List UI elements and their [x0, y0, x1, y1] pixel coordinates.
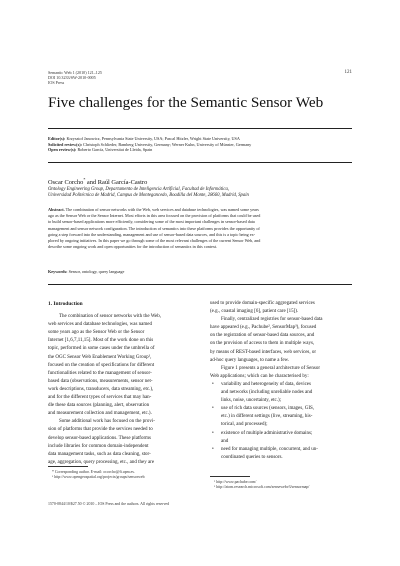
body-line: topic, performed in some cases under the umbrella of — [48, 346, 155, 352]
author-name: and Raúl García-Castro — [85, 179, 148, 187]
right-column — [210, 300, 352, 462]
footnote: ³ http://atom.research.microsoft.com/sensewebv3/sensormap/ — [214, 485, 310, 489]
editorial-text: Christoph Schlieder, Bamberg University, Germany; Werner Kuhn, University of Münster, Germany — [82, 141, 252, 147]
body-line: dle these data sources (planning, alert, observation — [48, 403, 150, 409]
abstract-line: to build sensor-based applications more efficiently, considering some of the most important challenges in sensor-based data — [48, 219, 255, 225]
footnote-rule — [48, 466, 88, 467]
editorial-row — [48, 147, 352, 153]
body-line: the OGC Sensor Web Enablement Working Group¹, — [48, 354, 152, 360]
bullet-line: etc.) in different settings (live, streaming, his- — [221, 414, 313, 420]
journal-info — [48, 70, 102, 86]
bullet-icon: • — [212, 406, 214, 412]
journal-line: Semantic Web 1 (2010) 121–125 — [48, 70, 102, 75]
bullet-line: use of rich data sources (sensors, images, GIS, — [221, 406, 315, 412]
affiliation-line: Universidad Politécnica de Madrid, Campus de Montegancedo, Boadilla del Monte, 28660, Madrid, Spain — [48, 193, 249, 198]
page-number: 121 — [344, 70, 352, 75]
body-line: (e.g., coastal imaging [6], patient care [15]). — [210, 309, 299, 315]
bullet-icon: • — [212, 430, 214, 436]
footnote: * Corresponding author. E-mail: ocorcho@fi.upm.es. — [52, 470, 135, 474]
abstract — [48, 207, 352, 250]
bullet-line: links, noise, uncertainty, etc.); — [221, 398, 282, 404]
body-line: Finally, centralized registries for sensor-based data — [221, 317, 323, 323]
left-footnotes — [52, 470, 145, 480]
divider — [48, 284, 352, 285]
body-line: include libraries for common domain-independent — [48, 443, 149, 449]
body-line: based data (observations, measurements, sensor net- — [48, 378, 153, 384]
author-name: Oscar Corcho — [48, 179, 84, 187]
editorial-label: Editor(s): — [48, 136, 66, 141]
body-line: some years ago as the Sensor Web or the Sensor — [48, 330, 145, 336]
body-line: functionalities related to the management of sensor- — [48, 370, 152, 376]
bullet-line: torical, and processed); — [221, 422, 268, 428]
body-line: work descriptions, transducers, data streaming, etc.), — [48, 386, 154, 392]
corresponding-mark: * — [83, 177, 86, 182]
body-line: web services and database technologies, was named — [48, 322, 152, 328]
left-column — [48, 300, 190, 467]
journal-line: IOS Press — [48, 80, 65, 86]
body-line: focused on the creation of specifications for different — [48, 362, 155, 368]
editorial-text: Roberto García, Universitat de Lleida, Spain — [76, 147, 153, 153]
abstract-text: The combination of sensor networks with the Web, web services and database technologies, was named some years — [64, 207, 259, 212]
abstract-label: Abstract. — [48, 207, 65, 212]
abstract-line: ago as the Sensor Web or the Sensor Internet. Most efforts in this area focused on the provision of platforms that could be used — [48, 213, 261, 219]
affiliation-line: Ontology Engineering Group, Departamento de Inteligencia Artificial, Facultad de Informática, — [48, 187, 229, 192]
body-line: age, aggregation, query processing, etc., and they are — [48, 459, 155, 465]
bullet-line: existence of multiple administrative domains; — [221, 430, 313, 436]
section-heading: 1. Introduction — [48, 301, 83, 307]
body-line: on the registration of sensor-based data sources, and — [210, 333, 315, 339]
abstract-line: describe some ongoing work and open opportunities for the introduction of semantics in this context. — [48, 244, 218, 250]
footnote: ² http://www.pachube.com/ — [214, 480, 257, 484]
bullet-line: need for managing multiple, concurrent, and un- — [221, 446, 318, 452]
right-footnotes — [214, 480, 309, 490]
bullet-line: and networks (including unreliable nodes and — [221, 390, 313, 396]
keywords-text: Sensor, ontology, query language — [67, 269, 125, 274]
abstract-line: going a step forward into the understanding, management and use of sensor-based data sources, and this is a topic being ex- — [48, 231, 256, 237]
bullet-icon: • — [212, 381, 214, 387]
bullet-icon: • — [212, 446, 214, 452]
bullet-item — [210, 381, 352, 389]
footnote: ¹ http://www.opengeospatial.org/projects/groups/sensorweb — [52, 475, 145, 479]
bullet-line: variability and heterogeneity of data, devices — [221, 381, 311, 387]
body-line: ad-hoc query languages, to name a few. — [210, 357, 290, 363]
body-line: have appeared (e.g., Pachube², SensorMap³), focused — [210, 325, 317, 331]
keywords-label: Keywords: — [48, 269, 68, 274]
body-line: and measurement collection and management, etc.). — [48, 411, 152, 417]
body-line: Web applications; which can be characterised by: — [210, 373, 309, 379]
body-line: sion of platforms that provide the services needed to — [48, 427, 153, 433]
editorial-block — [48, 136, 352, 153]
bullet-item — [210, 446, 352, 454]
body-line: Internet [1,6,7,11,15]. Most of the work done on this — [48, 338, 154, 344]
body-line: and for the different types of services that may han- — [48, 395, 152, 401]
bullet-item — [210, 405, 352, 413]
copyright-line: 1570-0844/10/$27.50 © 2010 – IOS Press and the authors. All rights reserved — [48, 502, 170, 506]
bullet-line: coordinated queries to sensors. — [221, 454, 283, 460]
bullet-line: and — [221, 438, 229, 444]
body-line: Some additional work has focused on the provi- — [59, 419, 155, 425]
editorial-text: Krzysztof Janowicz, Pennsylvania State University, USA; Pascal Hitzler, Wright State University, USA — [65, 136, 240, 141]
body-line: by means of REST-based interfaces, web services, or — [210, 349, 317, 355]
editorial-label: Solicited review(s): — [48, 141, 82, 147]
author-line — [48, 177, 147, 186]
paper-title: Five challenges for the Semantic Sensor Web — [48, 94, 324, 111]
body-line: used to provide domain-specific aggregated services — [210, 301, 315, 306]
abstract-line: plored by ongoing initiatives. In this paper we go through some of the most relevant challenges of the current Sensor Web, and — [48, 237, 261, 243]
body-line: The combination of sensor networks with the Web, — [59, 314, 161, 320]
body-line: develop sensor-based applications. These platforms — [48, 435, 151, 441]
journal-line: DOI 10.3233/SW-2010-0005 — [48, 75, 96, 81]
bullet-item — [210, 430, 352, 438]
footnote-rule — [210, 476, 250, 477]
abstract-line: management and sensor network configuration. The introduction of semantics into these platforms provides the opportunity of — [48, 225, 260, 231]
body-line: on the provision of access to them in multiple ways, — [210, 341, 315, 347]
keywords — [48, 269, 124, 274]
body-line: data management tasks, such as data cleaning, stor- — [48, 451, 151, 457]
body-line: Figure 1 presents a general architecture of Sensor — [221, 365, 320, 371]
divider — [48, 128, 352, 129]
affiliation — [48, 187, 249, 199]
divider — [48, 162, 352, 163]
editorial-label: Open review(s): — [48, 147, 77, 153]
